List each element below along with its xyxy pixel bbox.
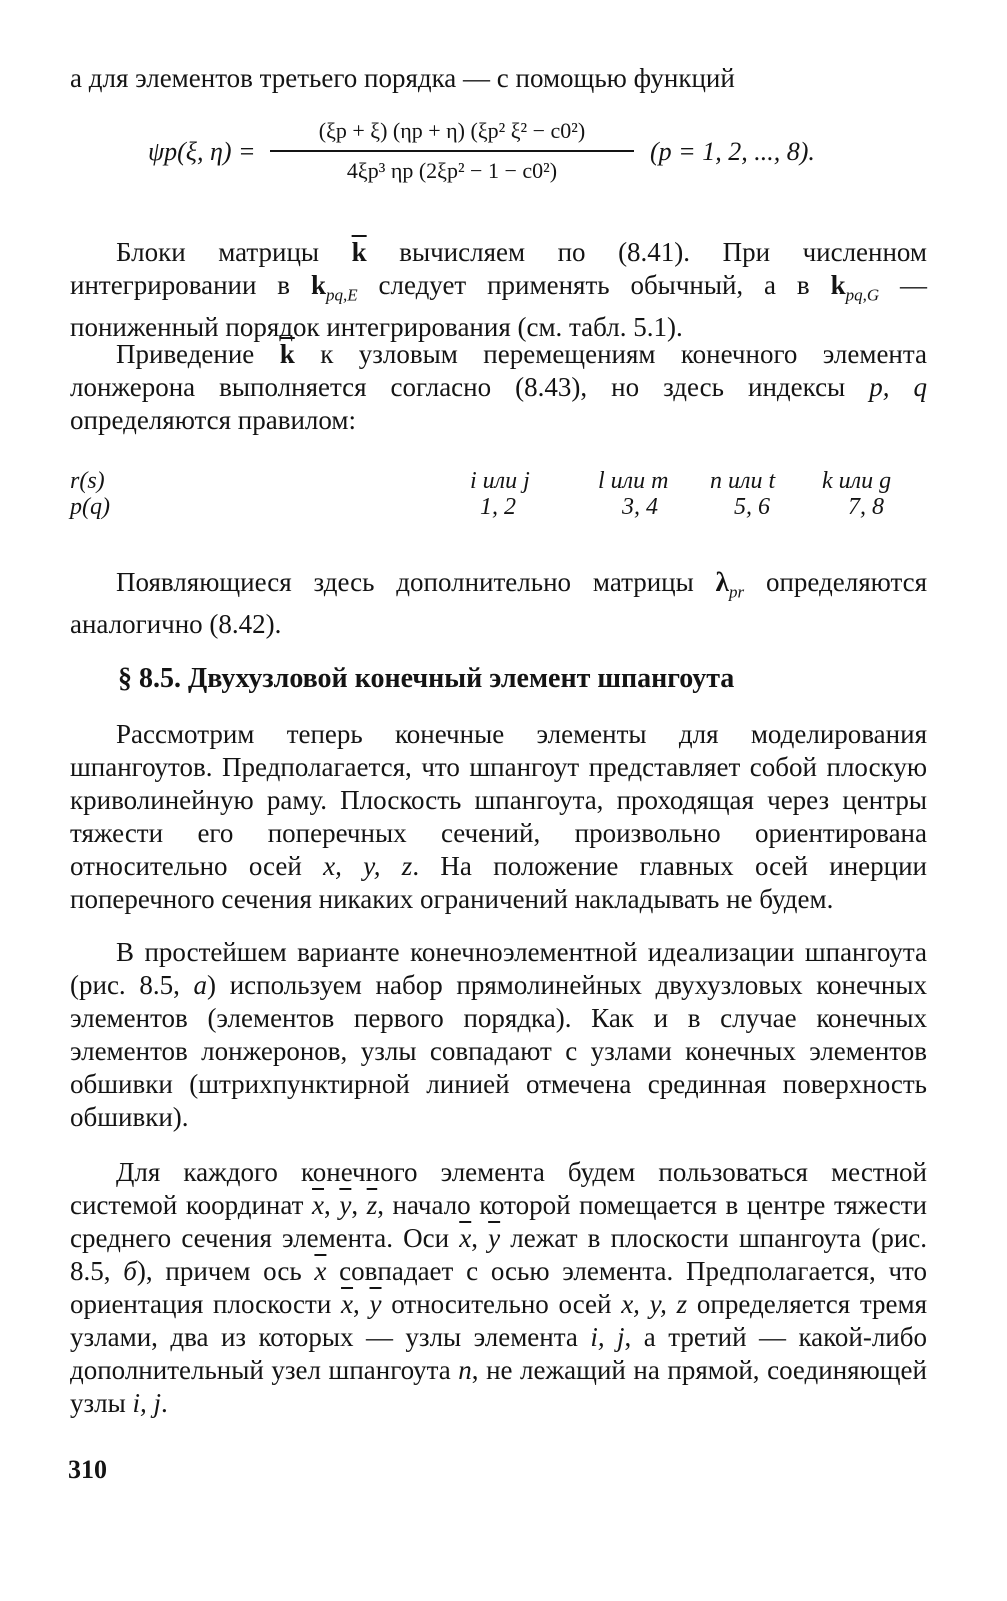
formula-range: (p = 1, 2, ..., 8). <box>650 137 815 166</box>
matrix-k: $\overline{k}$ <box>351 237 367 267</box>
paragraph-6: Для каждого конечного элемента будем пользоваться местной системой координат $\overline{x}$, $\overline{y}$, $\overline{z}$, начало которой помещается в центре тяжести среднего сечения элемента. Оси $\overline{x}$, $\overline{y}$ лежат в плоскости шпангоута (рис. 8.5, б), причем ось $\overline{x}$ совпадает с осью элемента. Предполагается, что ориентация плоскости $\overline{x}$, $\overline{y}$ относительно осей x, y, z определяется тремя узлами, два из которых — узлы элемента i, j, а третий — какой-либо дополнительный узел шпангоута n, не лежащий на прямой, соединяющей узлы i, j. <box>70 1157 928 1418</box>
paragraph-2: Приведение $\overline{k}$ к узловым перемещениям конечного элемента лонжерона выполняется согласно (8.43), но здесь индексы p, q определяются правилом: <box>70 339 928 435</box>
index-cell: l или m <box>598 468 669 494</box>
formula-lhs: ψp(ξ, η) = <box>148 137 256 166</box>
matrix-k: $\overline{k}$ <box>279 339 295 369</box>
index-row-pq <box>70 492 927 522</box>
index-label: p(q) <box>70 494 110 520</box>
formula-psi <box>148 112 908 198</box>
paragraph-1: Блоки матрицы $\overline{k}$ вычисляем по (8.41). При численном интегрировании в $k_{pq,E}$ следует применять обычный, а в $k_{pq,G}$ — пониженный порядок интегрирования (см. табл. 5.1). <box>70 237 928 343</box>
index-cell: 7, 8 <box>848 494 884 520</box>
intro-line: а для элементов третьего порядка — с помощью функций <box>70 63 735 93</box>
formula-denominator: 4ξp³ ηp (2ξp² − 1 − c0²) <box>346 158 558 183</box>
index-cell: i или j <box>470 468 530 494</box>
index-cell: 5, 6 <box>734 494 770 520</box>
paragraph-4: Рассмотрим теперь конечные элементы для моделирования шпангоутов. Предполагается, что шпангоут представляет собой плоскую криволинейную раму. Плоскость шпангоута, проходящая через центры тяжести его поперечных сечений, произвольно ориентирована относительно осей x, y, z. На положение главных осей инерции поперечного сечения никаких ограничений накладывать не будем. <box>70 719 927 914</box>
index-cell: 3, 4 <box>622 494 658 520</box>
formula-fraction <box>266 112 638 190</box>
formula-numerator: (ξp + ξ) (ηp + η) (ξp² ξ² − c0²) <box>318 118 586 143</box>
paragraph-3: Появляющиеся здесь дополнительно матрицы $\lambda_{pr}$ определяются аналогично (8.42). <box>70 567 927 640</box>
page-number: 310 <box>68 1455 107 1484</box>
section-heading: § 8.5. Двухузловой конечный элемент шпангоута <box>118 663 735 694</box>
index-label: r(s) <box>70 468 105 494</box>
paragraph-5: В простейшем варианте конечноэлементной идеализации шпангоута (рис. 8.5, а) используем набор прямолинейных двухузловых конечных элементов (элементов первого порядка). Как и в случае конечных элементов лонжеронов, узлы совпадают с узлами конечных элементов обшивки (штрихпунктирной линией отмечена срединная поверхность обшивки). <box>70 937 927 1132</box>
index-cell: n или t <box>710 468 776 494</box>
index-cell: 1, 2 <box>480 494 516 520</box>
index-cell: k или g <box>822 468 892 494</box>
